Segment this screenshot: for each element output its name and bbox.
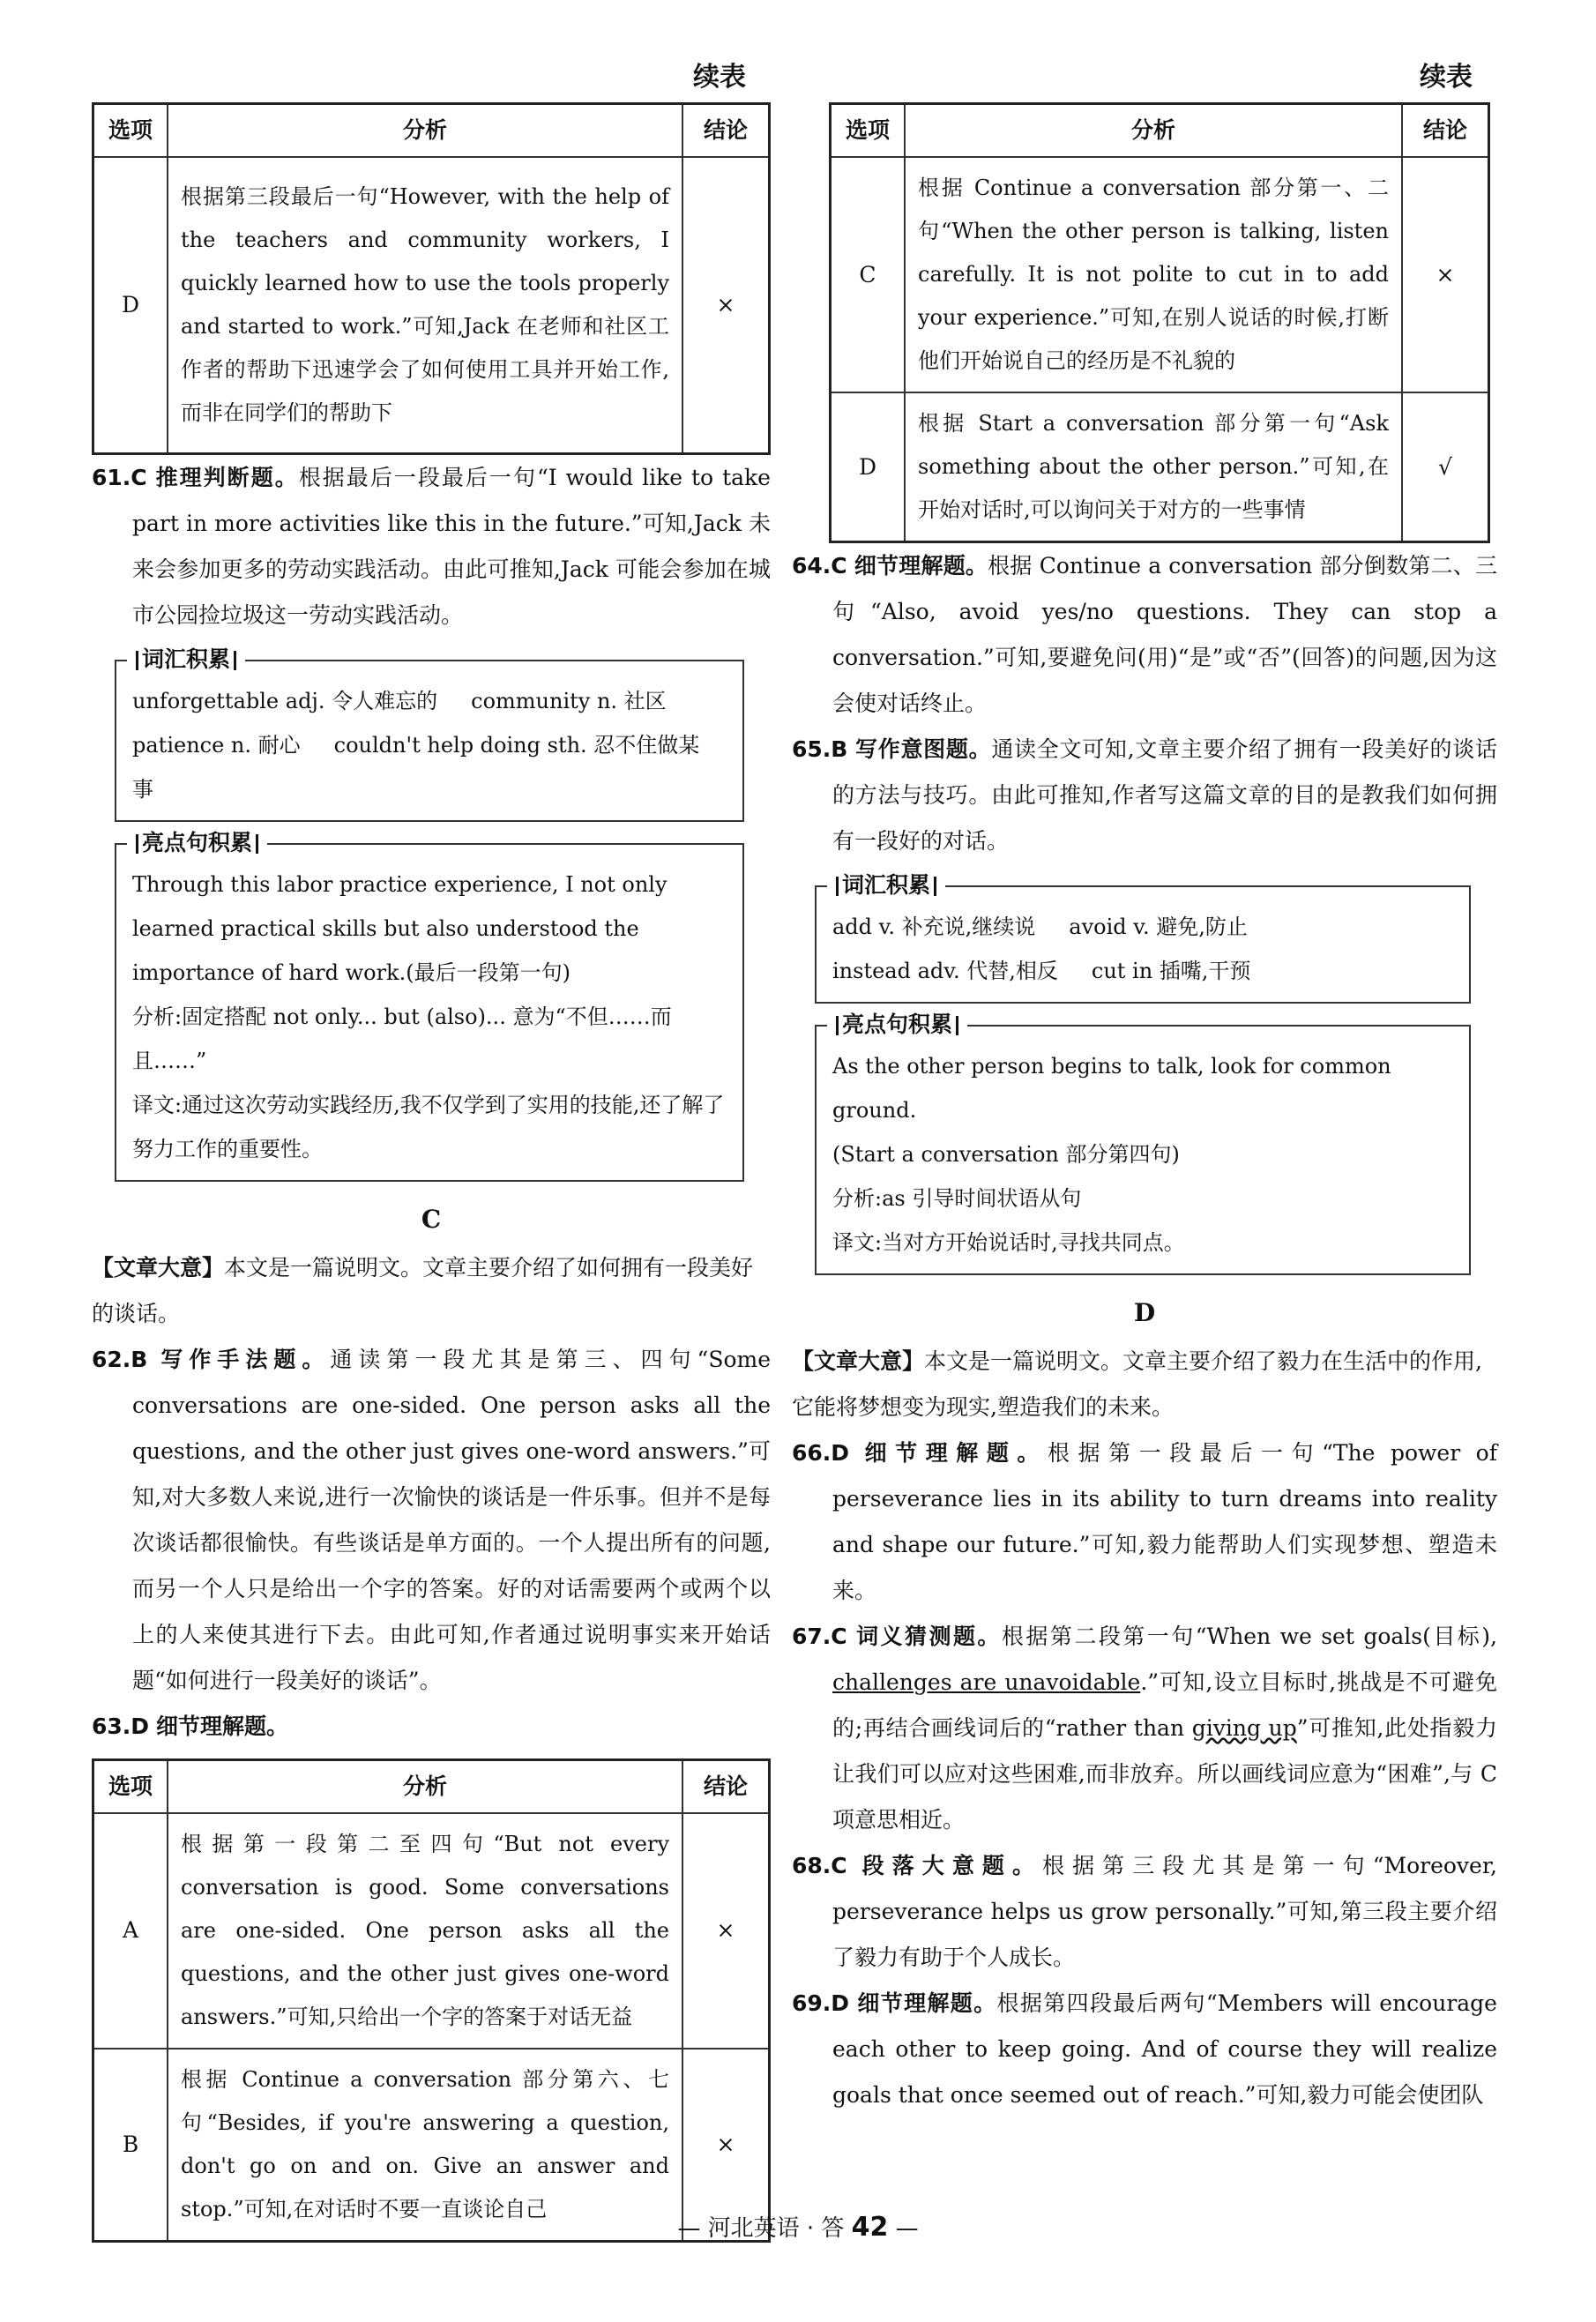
question-number: 63.D (92, 1713, 150, 1739)
question-text: .”可知,设立目标时,挑战是不可避免的;再结合画线词后的“rather than (832, 1669, 1498, 1741)
question-text: 根据第二段第一句“When we set goals(目标), (1001, 1624, 1497, 1649)
question-type: 词义猜测题。 (856, 1624, 1002, 1649)
sentence-source: (Start a conversation 部分第四句) (832, 1142, 1180, 1167)
footer-prefix: — 河北英语 · 答 (677, 2215, 852, 2242)
question-text: 根据 Continue a conversation 部分倒数第二、三句“Also, avoid yes/no questions. They can stop a conversation.”可知,要避免问(用)“是”或“否”(回答)的问题,因为这会使对话终止。 (832, 553, 1497, 716)
question-text: 根据最后一段最后一句“I would like to take part in more activities like this in the future.”可知,Jack 未来会参加更多的劳动实践活动。由此可推知,Jack 可能会参加在城市公园捡垃圾这一劳动实践活动。 (132, 464, 771, 628)
question-type: 细节理解题。 (857, 1990, 997, 2016)
footer-suffix: — (888, 2215, 919, 2242)
header-option: 选项 (831, 104, 906, 158)
question-number: 68.C (792, 1853, 847, 1878)
option-cell: A (93, 1813, 168, 2049)
question-67 (792, 1614, 1497, 1843)
question-text: ”可推知,此处指毅力让我们可以应对这些困难,而非放弃。所以画线词应意为“困难”,与 C 项意思相近。 (832, 1715, 1498, 1833)
question-62 (92, 1337, 771, 1704)
sentence-box-c (815, 1012, 1471, 1275)
question-number: 66.D (792, 1440, 850, 1466)
header-option: 选项 (93, 1759, 168, 1813)
vocab-item: unforgettable adj. 令人难忘的 (132, 688, 438, 713)
question-type: 细节理解题。 (156, 1713, 289, 1739)
right-column (792, 53, 1497, 2118)
question-69 (792, 1981, 1497, 2118)
continued-label: 续表 (693, 62, 746, 93)
answer-table-63-cont (829, 102, 1490, 543)
question-type: 写作意图题。 (855, 736, 992, 762)
sentence-box-title: 亮点句积累 (127, 827, 267, 859)
highlight-sentence: Through this labor practice experience, I not only learned practical skills but also understood the importance of hard work.(最后一段第一句) (132, 871, 667, 985)
gist-label: 【文章大意】 (792, 1348, 925, 1374)
conclusion-cell: × (682, 2049, 770, 2242)
analysis-cell: 根据 Start a conversation 部分第一句“Ask something about the other person.”可知,在开始对话时,可以询问关于对方的一些事情 (905, 392, 1402, 542)
vocab-box-c (815, 872, 1471, 1004)
analysis-cell: 根据 Continue a conversation 部分第六、七句“Besides, if you're answering a question, don't go on and on. Give an answer and stop.”可知,在对话时不要一直谈论自己 (168, 2049, 682, 2242)
gist-text: 本文是一篇说明文。文章主要介绍了毅力在生活中的作用,它能将梦想变为现实,塑造我们的未来。 (792, 1348, 1482, 1420)
gist-text: 本文是一篇说明文。文章主要介绍了如何拥有一段美好的谈话。 (92, 1254, 754, 1326)
vocab-item: patience n. 耐心 (132, 732, 301, 758)
gist-label: 【文章大意】 (92, 1254, 225, 1280)
section-letter-c: C (421, 1204, 442, 1234)
conclusion-cell: × (1402, 157, 1489, 392)
answer-table-61 (92, 102, 771, 455)
analysis-cell: 根据 Continue a conversation 部分第一、二句“When the other person is talking, listen carefully. It is not polite to cut in to add your experience.”可知,在别人说话的时候,打断他们开始说自己的经历是不礼貌的 (905, 157, 1402, 392)
question-64 (792, 543, 1497, 727)
conclusion-cell: × (682, 157, 770, 453)
option-cell: D (93, 157, 168, 453)
header-conclusion: 结论 (682, 1759, 770, 1813)
option-cell: B (93, 2049, 168, 2242)
question-type: 写作手法题。 (160, 1346, 331, 1372)
header-conclusion: 结论 (682, 104, 770, 158)
option-cell: D (831, 392, 906, 542)
answer-table-63 (92, 1758, 771, 2243)
vocab-item: community n. 社区 (471, 688, 667, 713)
article-gist-c (92, 1245, 771, 1337)
question-68 (792, 1843, 1497, 1981)
analysis-cell: 根据第一段第二至四句“But not every conversation is good. Some conversations are one-sided. One person asks all the questions, and the other just gives one-word answers.”可知,只给出一个字的答案于对话无益 (168, 1813, 682, 2049)
vocab-item: avoid v. 避免,防止 (1069, 915, 1248, 939)
page-footer (0, 2205, 1596, 2251)
vocab-item: add v. 补充说,继续说 (832, 915, 1036, 939)
page-number: 42 (851, 2212, 889, 2243)
vocab-row (132, 679, 727, 723)
section-letter-d: D (1133, 1298, 1156, 1327)
vocab-item: couldn't help doing sth. 忍不住做某事 (132, 732, 700, 802)
header-analysis: 分析 (168, 104, 682, 158)
conclusion-cell: √ (1402, 392, 1489, 542)
vocab-box-b (115, 646, 744, 822)
question-text: 根据第三段尤其是第一句“Moreover, perseverance helps us grow personally.”可知,第三段主要介绍了毅力有助于个人成长。 (832, 1853, 1497, 1970)
header-analysis: 分析 (168, 1759, 682, 1813)
vocab-item: cut in 插嘴,干预 (1091, 959, 1251, 983)
vocab-row (132, 723, 727, 811)
conclusion-cell: × (682, 1813, 770, 2049)
highlight-sentence: As the other person begins to talk, look for common ground. (832, 1054, 1391, 1123)
vocab-row (832, 905, 1453, 949)
sentence-analysis: 分析:固定搭配 not only... but (also)... 意为“不但……而且……” (132, 1004, 672, 1073)
question-type: 细节理解题。 (854, 553, 988, 579)
header-conclusion: 结论 (1402, 104, 1489, 158)
left-column (92, 53, 771, 2243)
header-analysis: 分析 (905, 104, 1402, 158)
vocab-box-title: 词汇积累 (827, 870, 945, 901)
question-number: 64.C (792, 553, 847, 579)
question-text: 通读全文可知,文章主要介绍了拥有一段美好的谈话的方法与技巧。由此可推知,作者写这篇文章的目的是教我们如何拥有一段好的对话。 (832, 736, 1497, 854)
analysis-cell: 根据第三段最后一句“However, with the help of the teachers and community workers, I quickly learned how to use the tools properly and started to work.”可知,Jack 在老师和社区工作者的帮助下迅速学会了如何使用工具并开始工作,而非在同学们的帮助下 (168, 157, 682, 453)
sentence-translation: 译文:当对方开始说话时,寻找共同点。 (832, 1230, 1185, 1255)
question-number: 62.B (92, 1346, 148, 1372)
vocab-item: instead adv. 代替,相反 (832, 959, 1058, 983)
question-type: 推理判断题。 (155, 464, 299, 490)
question-type: 段落大意题。 (861, 1853, 1043, 1878)
vocab-row (832, 949, 1453, 993)
underlined-phrase: challenges are unavoidable (832, 1669, 1141, 1695)
question-number: 69.D (792, 1990, 850, 2016)
question-63 (92, 1704, 771, 1750)
question-61 (92, 455, 771, 638)
question-type: 细节理解题。 (864, 1440, 1048, 1466)
question-number: 67.C (792, 1624, 847, 1649)
sentence-box-title: 亮点句积累 (827, 1009, 967, 1041)
continued-label: 续表 (1420, 62, 1473, 93)
article-gist-d (792, 1339, 1497, 1430)
header-option: 选项 (93, 104, 168, 158)
sentence-translation: 译文:通过这次劳动实践经历,我不仅学到了实用的技能,还了解了努力工作的重要性。 (132, 1092, 725, 1161)
question-65 (792, 727, 1497, 864)
question-text: 根据第四段最后两句“Members will encourage each other to keep going. And of course they will realize goals that once seemed out of reach.”可知,毅力可能会使团队 (832, 1990, 1497, 2108)
sentence-analysis: 分析:as 引导时间状语从句 (832, 1186, 1082, 1211)
option-cell: C (831, 157, 906, 392)
question-number: 65.B (792, 736, 848, 762)
sentence-box-b (115, 829, 744, 1182)
question-text: 根据第一段最后一句“The power of perseverance lies in its ability to turn dreams into reality and shape our future.”可知,毅力能帮助人们实现梦想、塑造未来。 (832, 1440, 1497, 1603)
question-66 (792, 1430, 1497, 1614)
wavy-underlined-phrase: giving up (1191, 1715, 1297, 1741)
question-text: 通读第一段尤其是第三、四句“Some conversations are one-sided. One person asks all the questions, and the other just gives one-word answers.”可知,对大多数人来说,进行一次愉快的谈话是一件乐事。但并不是每次谈话都很愉快。有些谈话是单方面的。一个人提出所有的问题,而另一个人只是给出一个字的答案。好的对话需要两个或两个以上的人来使其进行下去。由此可知,作者通过说明事实来开始话题“如何进行一段美好的谈话”。 (132, 1346, 771, 1693)
vocab-box-title: 词汇积累 (127, 644, 245, 676)
question-number: 61.C (92, 464, 147, 490)
